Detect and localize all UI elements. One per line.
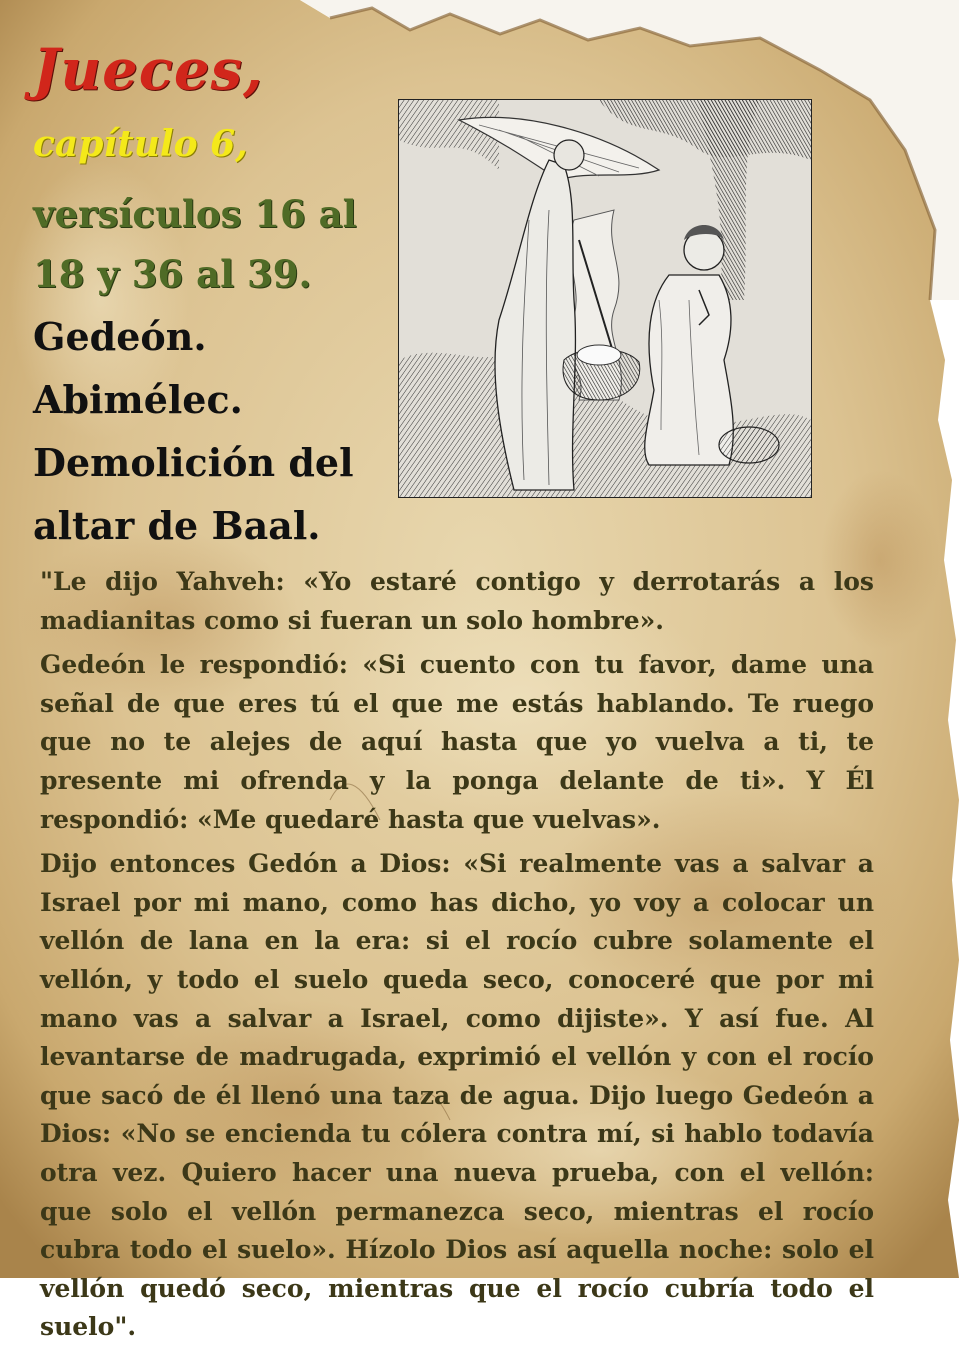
engraving-angel-and-kneeling-man-icon — [398, 99, 812, 498]
scripture-paragraph-3: Dijo entonces Gedón a Dios: «Si realmente vas a salvar a Israel por mi mano, como has dicho, yo voy a colocar un vellón de lana en la era: si el rocío cubre solamente el vellón, y todo el suelo queda seco, conoceré que por mi mano vas a salvar a Israel, como dijiste». Y así fue. Al levantarse de madrugada, exprimió el vellón y con el rocío que sacó de él llenó una taza de agua. Dijo luego Gedeón a Dios: «No se encienda tu cólera contra mí, si hablo todavía otra vez. Quiero hacer una nueva prueba, con el vellón: que solo el vellón permanezca seco, mientras el rocío cubra todo el suelo». Hízolo Dios así aquella noche: solo el vellón quedó seco, mientras que el rocío cubría todo el suelo". — [40, 849, 874, 1342]
book-title: Jueces, — [33, 37, 264, 103]
topic-altar-baal: altar de Baal. — [33, 503, 321, 548]
scripture-passage — [40, 563, 874, 1353]
scripture-paragraph-1: "Le dijo Yahveh: «Yo estaré contigo y derrotarás a los madianitas como si fueran un solo hombre». — [40, 567, 874, 635]
verses-line-1: versículos 16 al — [33, 192, 357, 236]
scripture-paragraph-2: Gedeón le respondió: «Si cuento con tu favor, dame una señal de que eres tú el que me estás hablando. Te ruego que no te alejes de aquí hasta que yo vuelva a ti, te presente mi ofrenda y la ponga delante de ti». Y Él respondió: «Me quedaré hasta que vuelvas». — [40, 650, 874, 834]
topic-gedeon: Gedeón. — [33, 314, 207, 359]
chapter-label: capítulo 6, — [33, 123, 248, 165]
topic-abimelec: Abimélec. — [33, 377, 243, 422]
heading-block — [33, 37, 373, 556]
topic-demolicion: Demolición del — [33, 440, 354, 485]
verses-line-2: 18 y 36 al 39. — [33, 252, 312, 296]
